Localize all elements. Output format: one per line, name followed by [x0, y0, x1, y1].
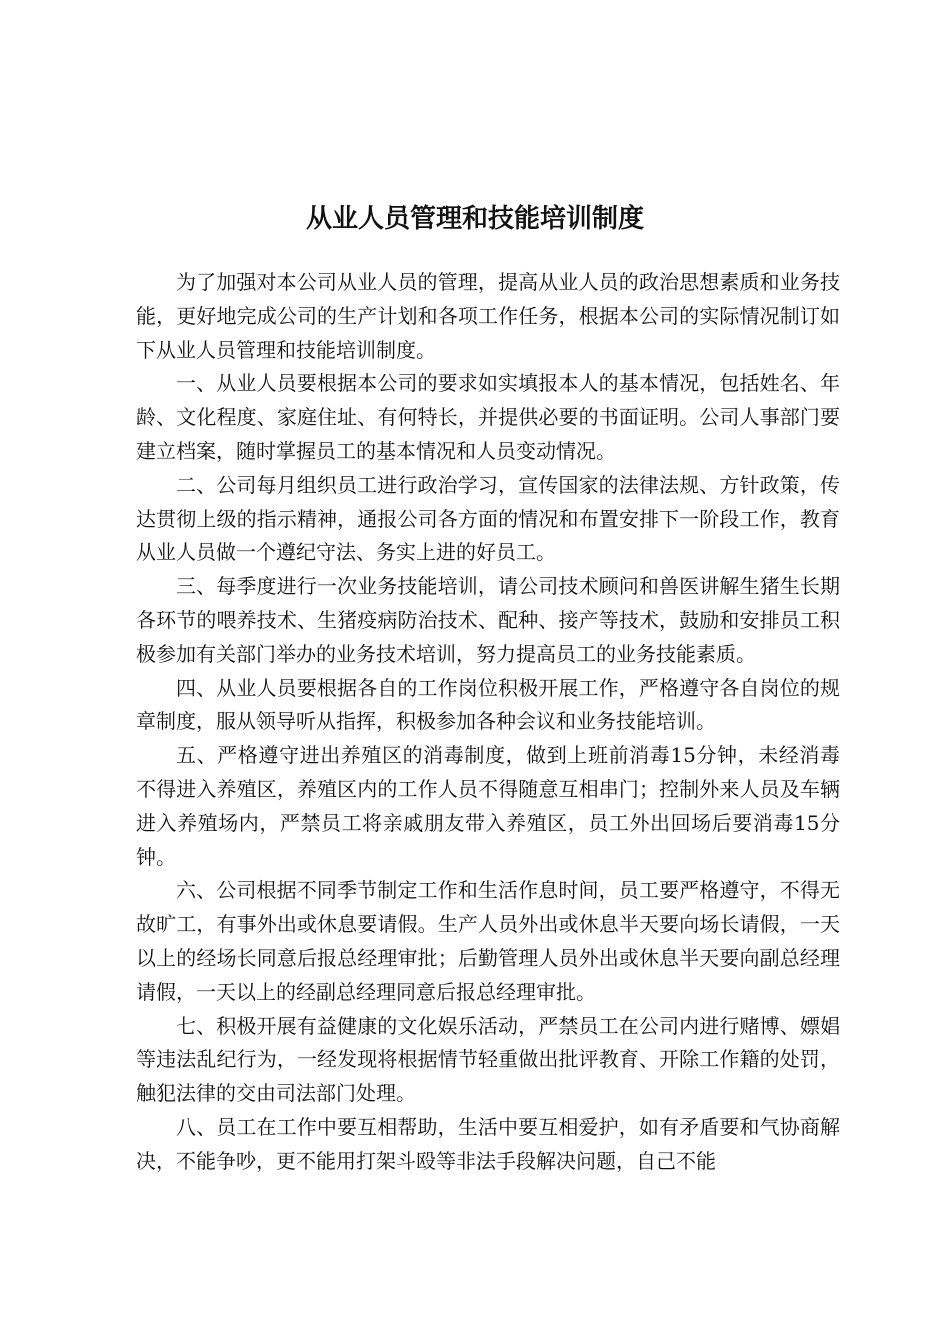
paragraph-4: 四、从业人员要根据各自的工作岗位积极开展工作，严格遵守各自岗位的规章制度，服从领导听从指挥，积极参加各种会议和业务技能培训。 — [136, 675, 840, 734]
paragraph-intro: 为了加强对本公司从业人员的管理，提高从业人员的政治思想素质和业务技能，更好地完成公司的生产计划和各项工作任务，根据本公司的实际情况制订如下从业人员管理和技能培训制度。 — [136, 270, 840, 362]
paragraph-6: 六、公司根据不同季节制定工作和生活作息时间，员工要严格遵守，不得无故旷工，有事外出或休息要请假。生产人员外出或休息半天要向场长请假，一天以上的经场长同意后报总经理审批；后勤管理人员外出或休息半天要向副总经理请假，一天以上的经副总经理同意后报总经理审批。 — [136, 878, 840, 1004]
paragraph-7: 七、积极开展有益健康的文化娱乐活动，严禁员工在公司内进行赌博、嫖娼等违法乱纪行为，一经发现将根据情节轻重做出批评教育、开除工作籍的处罚，触犯法律的交由司法部门处理。 — [136, 1013, 840, 1106]
paragraph-8: 八、员工在工作中要互相帮助，生活中要互相爱护，如有矛盾要和气协商解决，不能争吵，更不能用打架斗殴等非法手段解决问题，自己不能 — [136, 1114, 840, 1173]
paragraph-2: 二、公司每月组织员工进行政治学习，宣传国家的法律法规、方针政策，传达贯彻上级的指示精神，通报公司各方面的情况和布置安排下一阶段工作，教育从业人员做一个遵纪守法、务实上进的好员工。 — [136, 472, 840, 565]
paragraph-1: 一、从业人员要根据本公司的要求如实填报本人的基本情况，包括姓名、年龄、文化程度、家庭住址、有何特长，并提供必要的书面证明。公司人事部门要建立档案，随时掌握员工的基本情况和人员变动情况。 — [136, 371, 840, 463]
paragraph-5: 五、严格遵守进出养殖区的消毒制度，做到上班前消毒15分钟，未经消毒不得进入养殖区，养殖区内的工作人员不得随意互相串门；控制外来人员及车辆进入养殖场内，严禁员工将亲戚朋友带入养殖区，员工外出回场后要消毒15分钟。 — [136, 743, 840, 869]
document-body — [136, 266, 840, 1179]
paragraph-3: 三、每季度进行一次业务技能培训，请公司技术顾问和兽医讲解生猪生长期各环节的喂养技术、生猪疫病防治技术、配种、接产等技术，鼓励和安排员工积极参加有关部门举办的业务技术培训，努力提高员工的业务技能素质。 — [136, 574, 840, 666]
document-title: 从业人员管理和技能培训制度 — [305, 204, 644, 235]
